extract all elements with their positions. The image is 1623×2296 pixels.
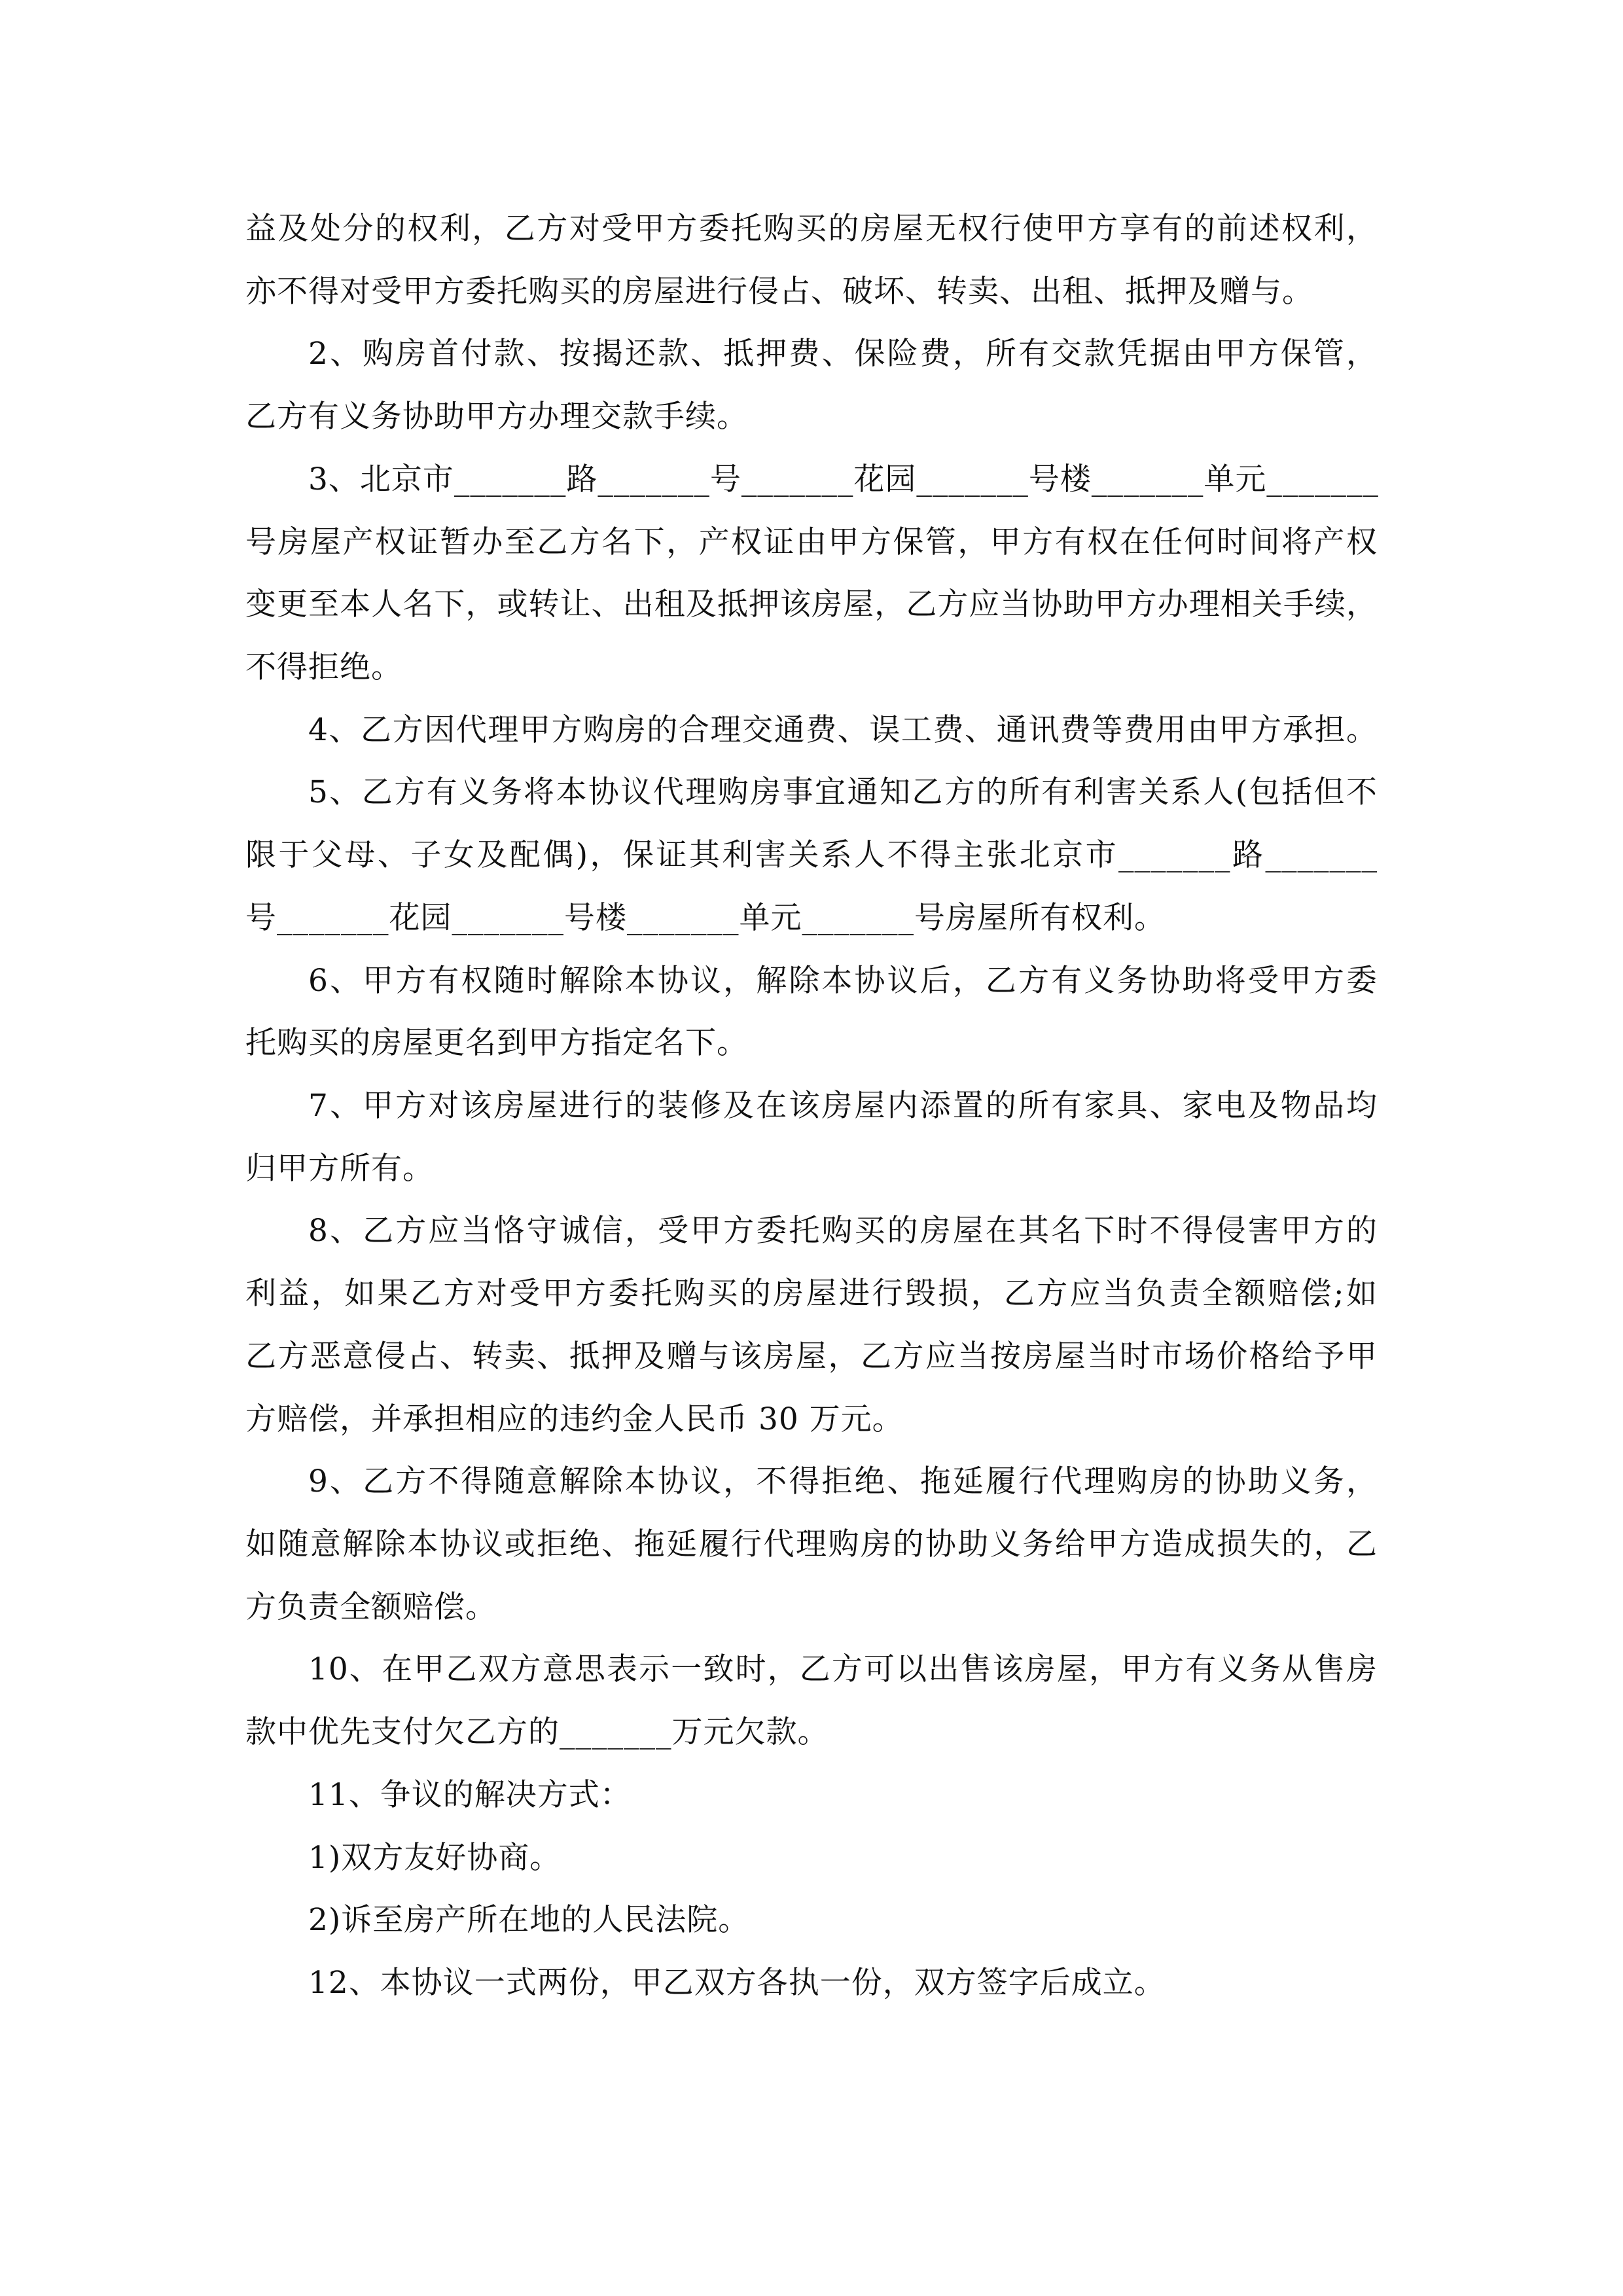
text-line: 不得拒绝。 [245,649,402,685]
text-line: 亦不得对受甲方委托购买的房屋进行侵占、破坏、转卖、出租、抵押及赠与。 [245,274,1313,310]
clause-5: 5、乙方有义务将本协议代理购房事宜通知乙方的所有利害关系人(包括但不 [308,774,1378,810]
clause-7: 7、甲方对该房屋进行的装修及在该房屋内添置的所有家具、家电及物品均 [308,1088,1378,1124]
text-line: 限于父母、子女及配偶)，保证其利害关系人不得主张北京市_______路_______ [245,837,1378,873]
clause-3: 3、北京市_______路_______号_______花园_______号楼_______单元_______ [308,461,1379,497]
text-line: 变更至本人名下，或转让、出租及抵押该房屋，乙方应当协助甲方办理相关手续， [245,586,1378,622]
document-page [245,0,1378,2296]
clause-8: 8、乙方应当恪守诚信，受甲方委托购买的房屋在其名下时不得侵害甲方的 [308,1213,1378,1249]
text-line: 归甲方所有。 [245,1151,434,1187]
text-line: 方赔偿，并承担相应的违约金人民币 30 万元。 [245,1401,904,1437]
clause-12: 12、本协议一式两份，甲乙双方各执一份，双方签字后成立。 [308,1965,1166,2001]
text-line: 方负责全额赔偿。 [245,1589,497,1625]
text-line: 号房屋产权证暂办至乙方名下，产权证由甲方保管，甲方有权在任何时间将产权 [245,524,1378,560]
text-line: 款中优先支付欠乙方的_______万元欠款。 [245,1714,829,1750]
clause-9: 9、乙方不得随意解除本协议，不得拒绝、拖延履行代理购房的协助义务， [308,1463,1378,1499]
clause-10: 10、在甲乙双方意思表示一致时，乙方可以出售该房屋，甲方有义务从售房 [308,1651,1378,1687]
text-line: 利益，如果乙方对受甲方委托购买的房屋进行毁损，乙方应当负责全额赔偿;如 [245,1276,1378,1312]
clause-4: 4、乙方因代理甲方购房的合理交通费、误工费、通讯费等费用由甲方承担。 [308,712,1378,748]
clause-11: 11、争议的解决方式： [308,1777,632,1813]
clause-11-option-2: 2)诉至房产所在地的人民法院。 [308,1902,750,1938]
text-line: 托购买的房屋更名到甲方指定名下。 [245,1025,748,1061]
clause-2: 2、购房首付款、按揭还款、抵押费、保险费，所有交款凭据由甲方保管， [308,336,1378,372]
text-line: 乙方恶意侵占、转卖、抵押及赠与该房屋，乙方应当按房屋当时市场价格给予甲 [245,1338,1378,1374]
text-line: 益及处分的权利，乙方对受甲方委托购买的房屋无权行使甲方享有的前述权利， [245,211,1378,247]
clause-6: 6、甲方有权随时解除本协议，解除本协议后，乙方有义务协助将受甲方委 [308,963,1378,999]
text-line: 号_______花园_______号楼_______单元_______号房屋所有权利。 [245,900,1166,936]
clause-11-option-1: 1)双方友好协商。 [308,1840,562,1876]
text-line: 乙方有义务协助甲方办理交款手续。 [245,399,748,435]
text-line: 如随意解除本协议或拒绝、拖延履行代理购房的协助义务给甲方造成损失的，乙 [245,1526,1378,1562]
